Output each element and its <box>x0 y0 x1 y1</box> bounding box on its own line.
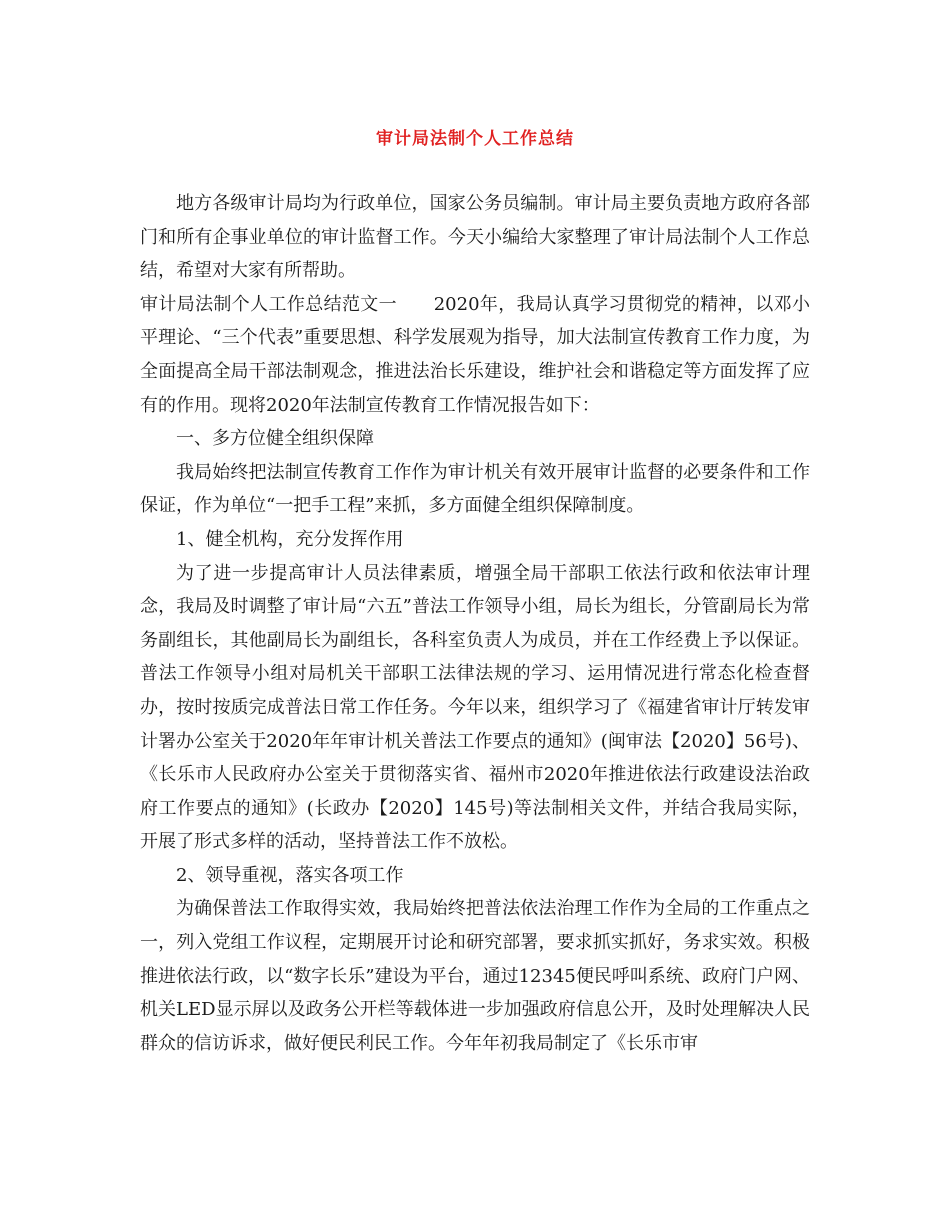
subsection-heading-2: 2、领导重视，落实各项工作 <box>176 864 404 886</box>
paragraph-sample-one: 审计局法制个人工作总结范文一 2020年，我局认真学习贯彻党的精神，以邓小平理论、“三个代表”重要思想、科学发展观为指导，加大法制宣传教育工作力度，为全面提高全局干部法制观念，推进法治长乐建设，维护社会和谐稳定等方面发挥了应有的作用。现将2020年法制宣传教育工作情况报告如下： <box>140 293 810 416</box>
document-body <box>140 187 810 1060</box>
document-title: 审计局法制个人工作总结 <box>376 129 574 149</box>
paragraph-organization: 我局始终把法制宣传教育工作作为审计机关有效开展审计监督的必要条件和工作保证，作为单位“一把手工程”来抓，多方面健全组织保障制度。 <box>140 461 810 517</box>
section-heading-1: 一、多方位健全组织保障 <box>176 428 374 450</box>
paragraph-intro: 地方各级审计局均为行政单位，国家公务员编制。审计局主要负责地方政府各部门和所有企事业单位的审计监督工作。今天小编给大家整理了审计局法制个人工作总结，希望对大家有所帮助。 <box>140 193 810 282</box>
paragraph-institutions: 为了进一步提高审计人员法律素质，增强全局干部职工依法行政和依法审计理念，我局及时调整了审计局“六五”普法工作领导小组，局长为组长，分管副局长为常务副组长，其他副局长为副组长，各科室负责人为成员，并在工作经费上予以保证。普法工作领导小组对局机关干部职工法律法规的学习、运用情况进行常态化检查督办，按时按质完成普法日常工作任务。今年以来，组织学习了《福建省审计厅转发审计署办公室关于2020年年审计机关普法工作要点的通知》(闽审法【2020】56号)、《长乐市人民政府办公室关于贯彻落实省、福州市2020年推进依法行政建设法治政府工作要点的通知》(长政办【2020】145号)等法制相关文件，并结合我局实际，开展了形式多样的活动，坚持普法工作不放松。 <box>140 562 810 853</box>
subsection-heading-1: 1、健全机构，充分发挥作用 <box>176 528 404 550</box>
paragraph-leadership: 为确保普法工作取得实效，我局始终把普法依法治理工作作为全局的工作重点之一，列入党组工作议程，定期展开讨论和研究部署，要求抓实抓好，务求实效。积极推进依法行政，以“数字长乐”建设为平台，通过12345便民呼叫系统、政府门户网、机关LED显示屏以及政务公开栏等载体进一步加强政府信息公开，及时处理解决人民群众的信访诉求，做好便民利民工作。今年年初我局制定了《长乐市审 <box>140 898 810 1054</box>
